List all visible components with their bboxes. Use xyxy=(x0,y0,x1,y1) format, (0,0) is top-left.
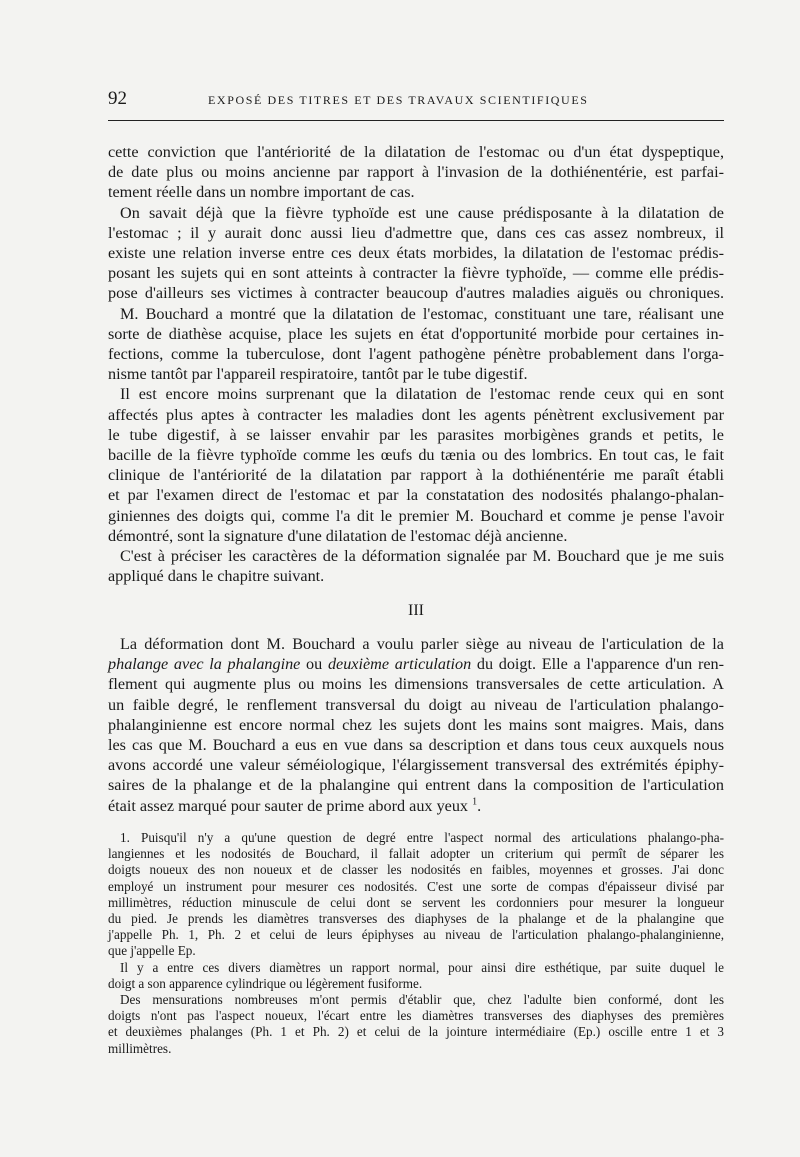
text-line xyxy=(108,654,724,674)
footnote xyxy=(108,830,724,960)
footnotes xyxy=(108,830,724,1057)
text-line: existe une relation inverse entre ces deux états morbides, la dilatation de l'estomac prédis- xyxy=(108,244,724,263)
body-text xyxy=(108,142,724,586)
text-line: saires de la phalange et de la phalangine qui entrent dans la composition de l'articulation xyxy=(108,776,724,795)
text-line: fections, comme la tuberculose, dont l'agent pathogène pénètre probablement dans l'orga- xyxy=(108,345,724,364)
text-fragment: . xyxy=(477,796,482,815)
text-line: M. Bouchard a montré que la dilatation de l'estomac, constituant une tare, réalisant une xyxy=(120,304,724,323)
text-line: l'estomac ; il y aurait donc aussi lieu d'admettre que, dans ces cas assez nombreux, il xyxy=(108,223,724,242)
text-line: et par l'examen direct de l'estomac et par la constatation des nodosités phalango-phalan- xyxy=(108,486,724,505)
running-head: EXPOSÉ DES TITRES ET DES TRAVAUX SCIENTIFIQUES xyxy=(208,93,589,107)
text-line: pose d'ailleurs ses victimes à contracter beaucoup d'autres maladies aiguës ou chroniques. xyxy=(108,284,724,303)
footnote-line: et deuxièmes phalanges (Ph. 1 et Ph. 2) et celui de la jointure intermédiaire (Ep.) oscille entre 1 et 3 xyxy=(108,1024,724,1040)
paragraph xyxy=(108,142,724,203)
text-line: On savait déjà que la fièvre typhoïde est une cause prédisposante à la dilatation de xyxy=(120,203,724,222)
text-line: giniennes des doigts qui, comme l'a dit le premier M. Bouchard et comme je pense l'avoir xyxy=(108,506,724,525)
text-line: nisme tantôt par l'appareil respiratoire, tantôt par le tube digestif. xyxy=(108,365,528,384)
footnote-line: millimètres, réduction minuscule de celui dont se servent les cordonniers pour mesurer la longueur xyxy=(108,894,724,910)
page-header xyxy=(108,88,724,112)
text-line: C'est à préciser les caractères de la déformation signalée par M. Bouchard que je me suis xyxy=(120,547,724,566)
footnote-line: langiennes et les nodosités de Bouchard, il fallait adopter un criterium qui permît de séparer les xyxy=(108,846,724,862)
text-line: Il est encore moins surprenant que la dilatation de l'estomac rende ceux qui en sont xyxy=(120,385,724,404)
text-line: posant les sujets qui en sont atteints à contracter la fièvre typhoïde, — comme elle prédis- xyxy=(108,264,724,283)
text-line: phalanginienne est encore normal chez les sujets dont les mains sont maigres. Mais, dans xyxy=(108,715,724,734)
footnote-line: employé un instrument pour mesurer ces nodosités. C'est une sorte de compas d'épaisseur divisé par xyxy=(108,878,724,894)
page-number: 92 xyxy=(108,88,127,109)
text-line: sorte de diathèse acquise, place les sujets en état d'opportunité morbide pour certaines in- xyxy=(108,324,724,343)
section-body xyxy=(108,634,724,816)
text-line: affectés plus aptes à contracter les maladies dont les agents pénètrent exclusivement par xyxy=(108,405,724,424)
paragraph xyxy=(108,304,724,385)
footnote-line: 1. Puisqu'il n'y a qu'une question de degré entre l'aspect normal des articulations phalango-pha- xyxy=(120,830,724,845)
footnote-line: doigts noueux des non noueux et de classer les nodosités en faibles, moyennes et grosses. J'ai donc xyxy=(108,862,724,878)
text-line: les cas que M. Bouchard a eus en vue dans sa description et dans tous ceux auxquels nous xyxy=(108,736,724,755)
paragraph xyxy=(108,546,724,586)
text-fragment: était assez marqué pour sauter de prime abord aux yeux xyxy=(108,796,473,815)
footnote-line: Des mensurations nombreuses m'ont permis d'établir que, chez l'adulte bien conformé, dont les xyxy=(120,992,724,1008)
footnote xyxy=(108,960,724,992)
footnote-line: millimètres. xyxy=(108,1040,172,1056)
header-rule xyxy=(108,120,724,121)
footnote-line: que j'appelle Ep. xyxy=(108,943,196,959)
footnote-line: Il y a entre ces divers diamètres un rapport normal, pour ainsi dire esthétique, par suite duquel le xyxy=(120,959,724,975)
text-line: cette conviction que l'antériorité de la dilatation de l'estomac ou d'un état dyspeptique, xyxy=(108,143,724,161)
text-line: un faible degré, le renflement transversal du doigt au niveau de l'articulation phalango- xyxy=(108,695,724,714)
italic-term: deuxième articulation xyxy=(327,655,472,674)
footnote-reference: 1 xyxy=(472,796,478,808)
text-line: bacille de la fièvre typhoïde comme les œufs du tænia ou des lombrics. En tout cas, le fait xyxy=(108,446,724,465)
paragraph xyxy=(108,203,724,304)
text-line: démontré, sont la signature d'une dilatation de l'estomac déjà ancienne. xyxy=(108,526,568,545)
text-line: La déformation dont M. Bouchard a voulu parler siège au niveau de l'articulation de la xyxy=(120,635,724,653)
paragraph xyxy=(108,634,724,816)
text-line xyxy=(108,796,724,816)
text-line: le tube digestif, à se laisser envahir par les parasites morbigènes grands et petits, le xyxy=(108,425,724,444)
footnote-line: j'appelle Ph. 1, Ph. 2 et celui de leurs épiphyses au niveau de l'articulation phalango-phalanginienne, xyxy=(108,927,724,943)
footnote-line: doigts n'ont pas l'aspect noueux, l'écart entre les diamètres transverses des diaphyses des premières xyxy=(108,1008,724,1024)
text-line: tement réelle dans un nombre important de cas. xyxy=(108,183,415,202)
text-line: clinique de l'antériorité de la dilatation par rapport à la dothiénentérie me paraît établi xyxy=(108,466,724,485)
text-line: de date plus ou moins ancienne par rapport à l'invasion de la dothiénentérie, est parfai- xyxy=(108,163,724,182)
paragraph xyxy=(108,384,724,546)
text-fragment: du doigt. Elle a l'apparence d'un ren- xyxy=(471,655,725,674)
text-fragment: ou xyxy=(300,655,328,674)
text-line: avons accordé une valeur séméiologique, l'élargissement transversal des extrémités épiphy- xyxy=(108,756,724,775)
footnote xyxy=(108,992,724,1057)
footnote-line: doigt a son apparence cylindrique ou légèrement fusiforme. xyxy=(108,975,423,991)
text-line: flement qui augmente plus ou moins les dimensions transversales de cette articulation. A xyxy=(108,675,724,694)
section-heading: III xyxy=(408,602,424,619)
italic-term: phalange avec la phalangine xyxy=(108,655,301,674)
footnote-line: du pied. Je prends les diamètres transverses des diaphyses de la phalange et de la phalangine que xyxy=(108,911,724,927)
text-line: appliqué dans le chapitre suivant. xyxy=(108,567,325,586)
